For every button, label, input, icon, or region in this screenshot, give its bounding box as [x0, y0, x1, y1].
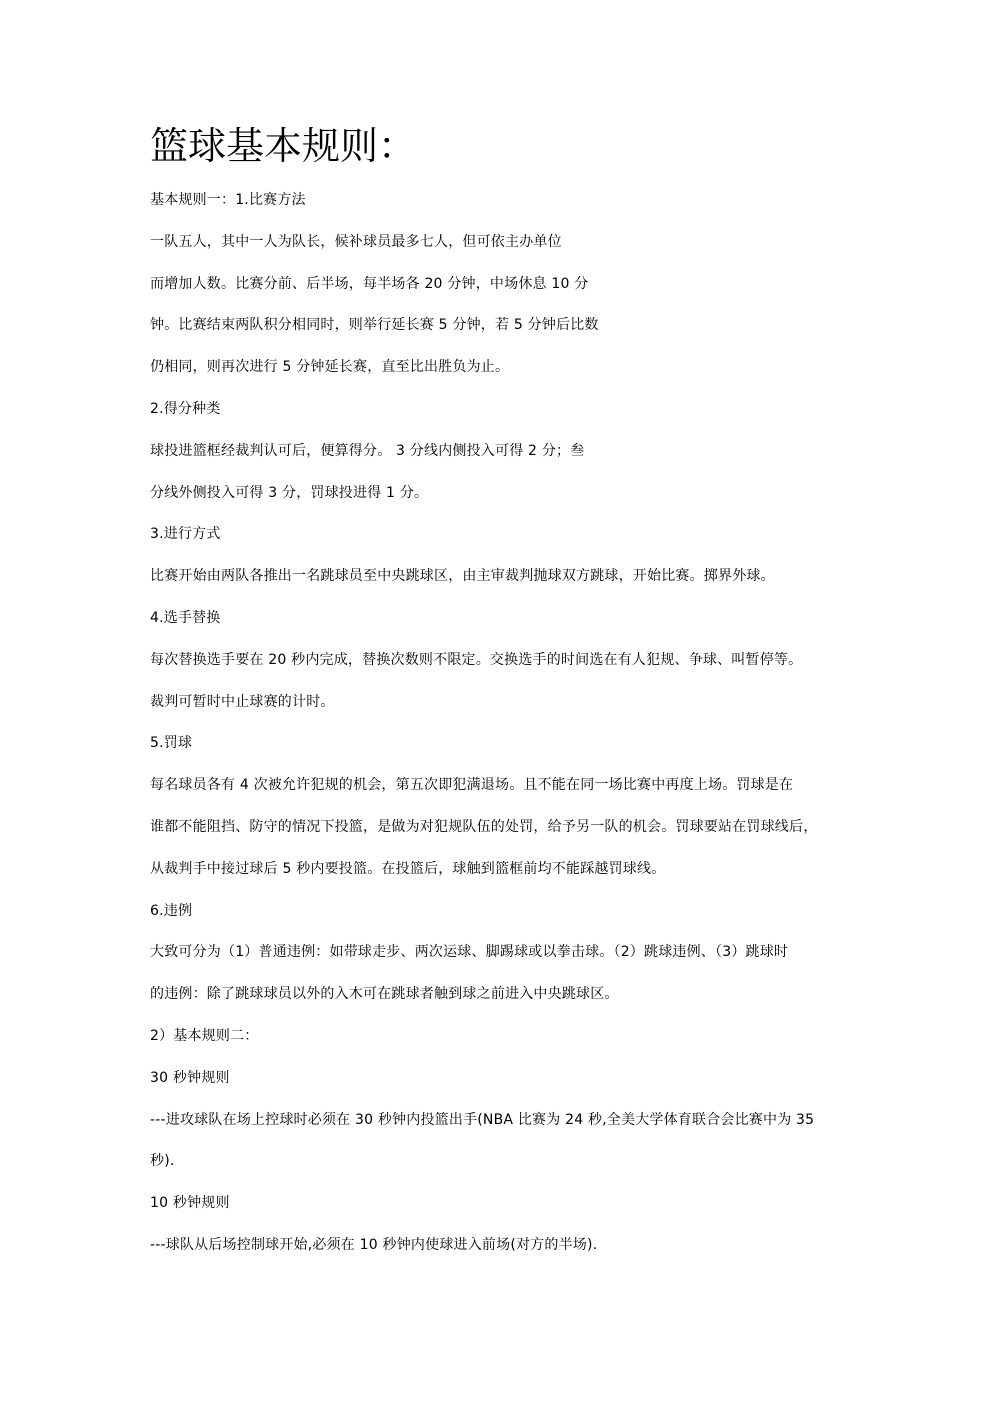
text-line: 一队五人，其中一人为队长，候补球员最多七人，但可依主办单位: [150, 233, 562, 250]
text-line: 3.进行方式: [150, 526, 221, 543]
text-line: 6.违例: [150, 902, 193, 919]
text-line: 10 秒钟规则: [150, 1195, 230, 1212]
text-line: 30 秒钟规则: [150, 1069, 230, 1086]
document-body: [150, 180, 817, 1267]
text-line: 谁都不能阻挡、防守的情况下投篮，是做为对犯规队伍的处罚，给予另一队的机会。罚球要站在罚球线后，: [150, 818, 818, 835]
text-line: 每次替换选手要在 20 秒内完成，替换次数则不限定。交换选手的时间选在有人犯规、争球、叫暂停等。: [150, 651, 803, 668]
text-line: 裁判可暂时中止球赛的计时。: [150, 693, 335, 710]
document-title: 篮球基本规则：: [150, 124, 417, 168]
text-line: 5.罚球: [150, 735, 193, 752]
text-line: 基本规则一：1.比赛方法: [150, 192, 306, 208]
text-line: 每名球员各有 4 次被允许犯规的机会，第五次即犯满退场。且不能在同一场比赛中再度上场。罚球是在: [150, 777, 794, 794]
text-line: 2.得分种类: [150, 400, 221, 417]
text-line: 的违例：除了跳球球员以外的入木可在跳球者触到球之前进入中央跳球区。: [150, 986, 619, 1003]
text-line: 而增加人数。比赛分前、后半场，每半场各 20 分钟，中场休息 10 分: [150, 275, 589, 292]
text-line: 大致可分为（1）普通违例：如带球走步、两次运球、脚踢球或以拳击球。（2）跳球违例、（3）跳球时: [150, 944, 789, 961]
text-line: 仍相同，则再次进行 5 分钟延长赛，直至比出胜负为止。: [150, 359, 510, 376]
text-line: ---进攻球队在场上控球时必须在 30 秒钟内投篮出手(NBA 比赛为 24 秒,全美大学体育联合会比赛中为 35: [150, 1111, 815, 1128]
text-line: 分线外侧投入可得 3 分，罚球投进得 1 分。: [150, 484, 429, 501]
text-line: 比赛开始由两队各推出一名跳球员至中央跳球区，由主审裁判抛球双方跳球，开始比赛。掷界外球。: [150, 568, 775, 585]
text-line: 秒).: [150, 1153, 175, 1170]
text-line: 球投进篮框经裁判认可后，便算得分。 3 分线内侧投入可得 2 分；叁: [150, 442, 585, 459]
text-line: 钟。比赛结束两队积分相同时，则举行延长赛 5 分钟，若 5 分钟后比数: [150, 317, 599, 334]
text-line: ---球队从后场控制球开始,必须在 10 秒钟内使球进入前场(对方的半场).: [150, 1236, 598, 1253]
text-line: 2）基本规则二：: [150, 1027, 259, 1044]
text-line: 4.选手替换: [150, 609, 221, 626]
text-line: 从裁判手中接过球后 5 秒内要投篮。在投篮后，球触到篮框前均不能踩越罚球线。: [150, 860, 666, 877]
